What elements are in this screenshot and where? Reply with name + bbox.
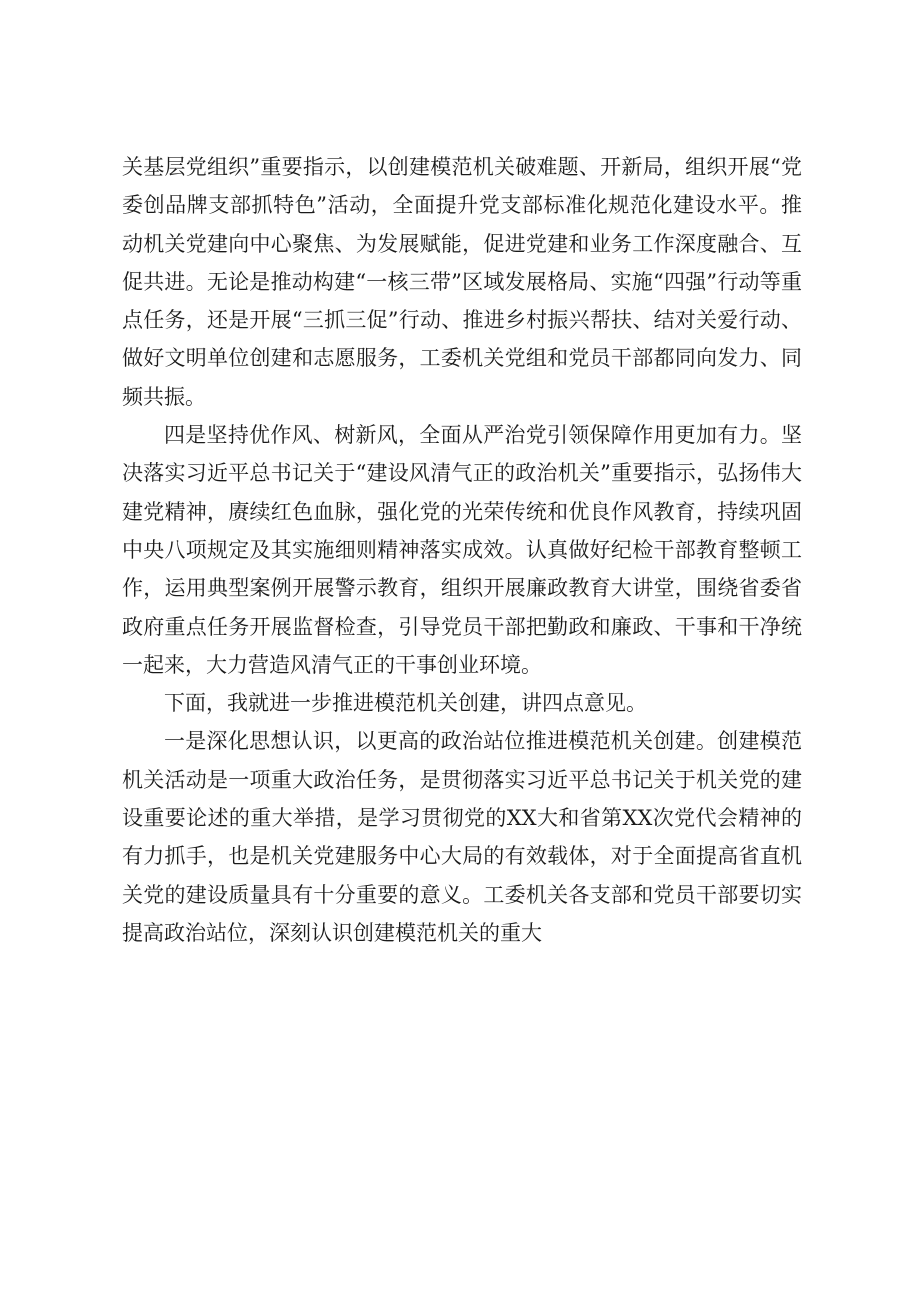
paragraph-continuation: 关基层党组织”重要指示，以创建模范机关破难题、开新局，组织开展“党委创品牌支部抓特色”活动，全面提升党支部标准化规范化建设水平。推动机关党建向中心聚焦、为发展赋能，促进党建和业务工作深度融合、互促共进。无论是推动构建“一核三带”区域发展格局、实施“四强”行动等重点任务，还是开展“三抓三促”行动、推进乡村振兴帮扶、结对关爱行动、做好文明单位创建和志愿服务，工委机关党组和党员干部都同向发力、同频共振。 xyxy=(122,155,802,409)
paragraph-point-four: 四是坚持优作风、树新风，全面从严治党引领保障作用更加有力。坚决落实习近平总书记关于“建设风清气正的政治机关”重要指示，弘扬伟大建党精神，赓续红色血脉，强化党的光荣传统和优良作风教育，持续巩固中央八项规定及其实施细则精神落实成效。认真做好纪检干部教育整顿工作，运用典型案例开展警示教育，组织开展廉政教育大讲堂，围绕省委省政府重点任务开展监督检查，引导党员干部把勤政和廉政、干事和干净统一起来，大力营造风清气正的干事创业环境。 xyxy=(122,423,802,677)
document-body xyxy=(122,148,802,952)
paragraph-transition: 下面，我就进一步推进模范机关创建，讲四点意见。 xyxy=(164,691,647,716)
paragraph-point-one: 一是深化思想认识，以更高的政治站位推进模范机关创建。创建模范机关活动是一项重大政治任务，是贯彻落实习近平总书记关于机关党的建设重要论述的重大举措，是学习贯彻党的XX大和省第XX次党代会精神的有力抓手，也是机关党建服务中心大局的有效载体，对于全面提高省直机关党的建设质量具有十分重要的意义。工委机关各支部和党员干部要切实提高政治站位，深刻认识创建模范机关的重大 xyxy=(122,729,802,945)
